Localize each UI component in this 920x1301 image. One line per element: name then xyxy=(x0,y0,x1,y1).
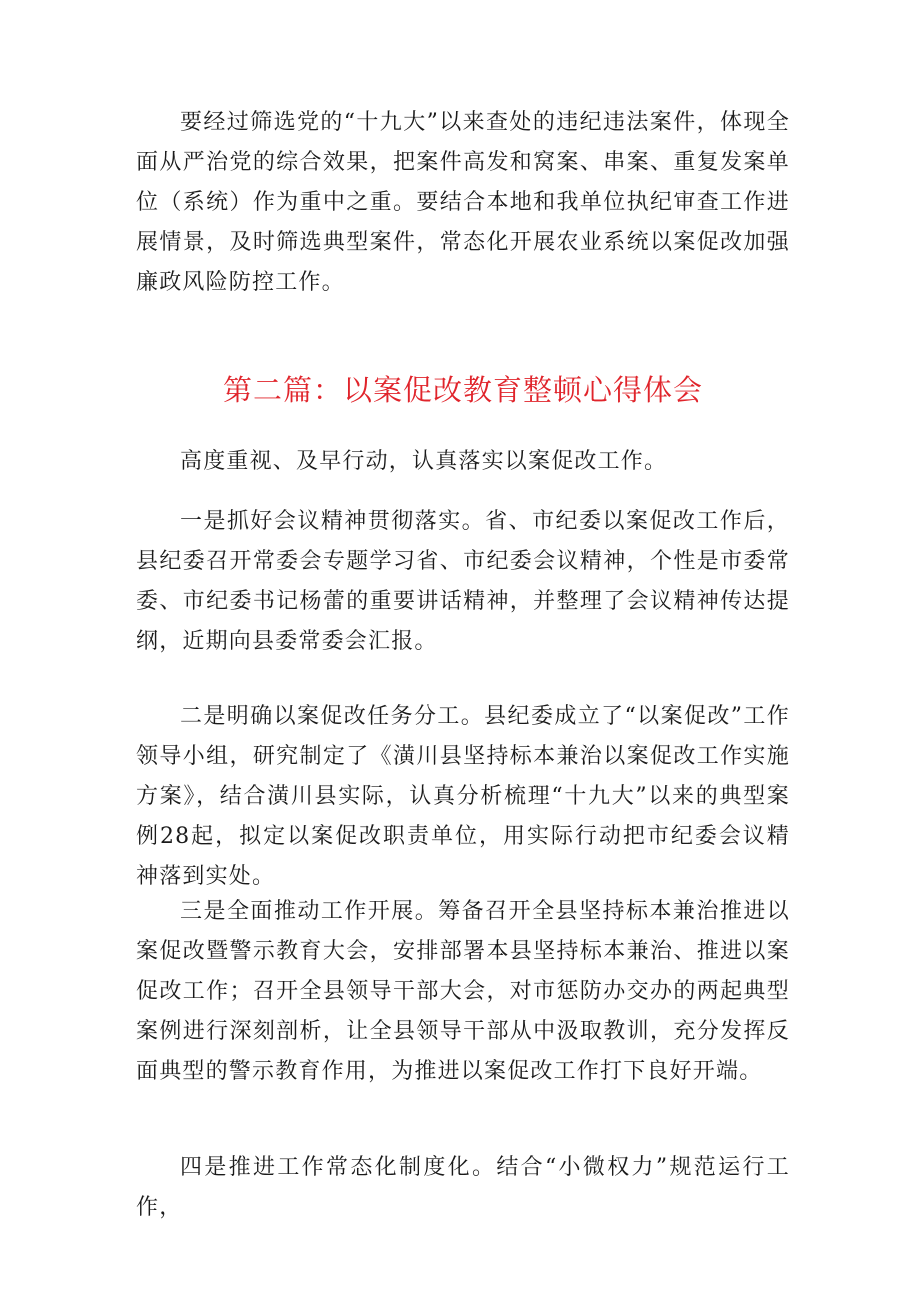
paragraph-point-2: 二是明确以案促改任务分工。县纪委成立了“以案促改”工作领导小组，研究制定了《潢川县坚持标本兼治以案促改工作实施方案》，结合潢川县实际，认真分析梳理“十九大”以来的典型案例28起，拟定以案促改职责单位，用实际行动把市纪委会议精神落到实处。 xyxy=(136,704,790,889)
paragraph-point-3: 三是全面推动工作开展。筹备召开全县坚持标本兼治推进以案促改暨警示教育大会，安排部署本县坚持标本兼治、推进以案促改工作；召开全县领导干部大会，对市惩防办交办的两起典型案例进行深刻剖析，让全县领导干部从中汲取教训，充分发挥反面典型的警示教育作用，为推进以案促改工作打下良好开端。 xyxy=(136,899,790,1084)
paragraph-summary: 高度重视、及早行动，认真落实以案促改工作。 xyxy=(180,449,668,474)
paragraph-point-1: 一是抓好会议精神贯彻落实。省、市纪委以案促改工作后，县纪委召开常委会专题学习省、市纪委会议精神，个性是市委常委、市纪委书记杨蕾的重要讲话精神，并整理了会议精神传达提纲，近期向县委常委会汇报。 xyxy=(136,509,790,654)
intro-paragraph: 要经过筛选党的“十九大”以来查处的违纪违法案件，体现全面从严治党的综合效果，把案件高发和窝案、串案、重复发案单位（系统）作为重中之重。要结合本地和我单位执纪审查工作进展情景，及时筛选典型案件，常态化开展农业系统以案促改加强廉政风险防控工作。 xyxy=(136,110,790,295)
paragraph-point-4: 四是推进工作常态化制度化。结合“小微权力”规范运行工作， xyxy=(136,1155,790,1220)
section-heading: 第二篇：以案促改教育整顿心得体会 xyxy=(222,373,703,407)
